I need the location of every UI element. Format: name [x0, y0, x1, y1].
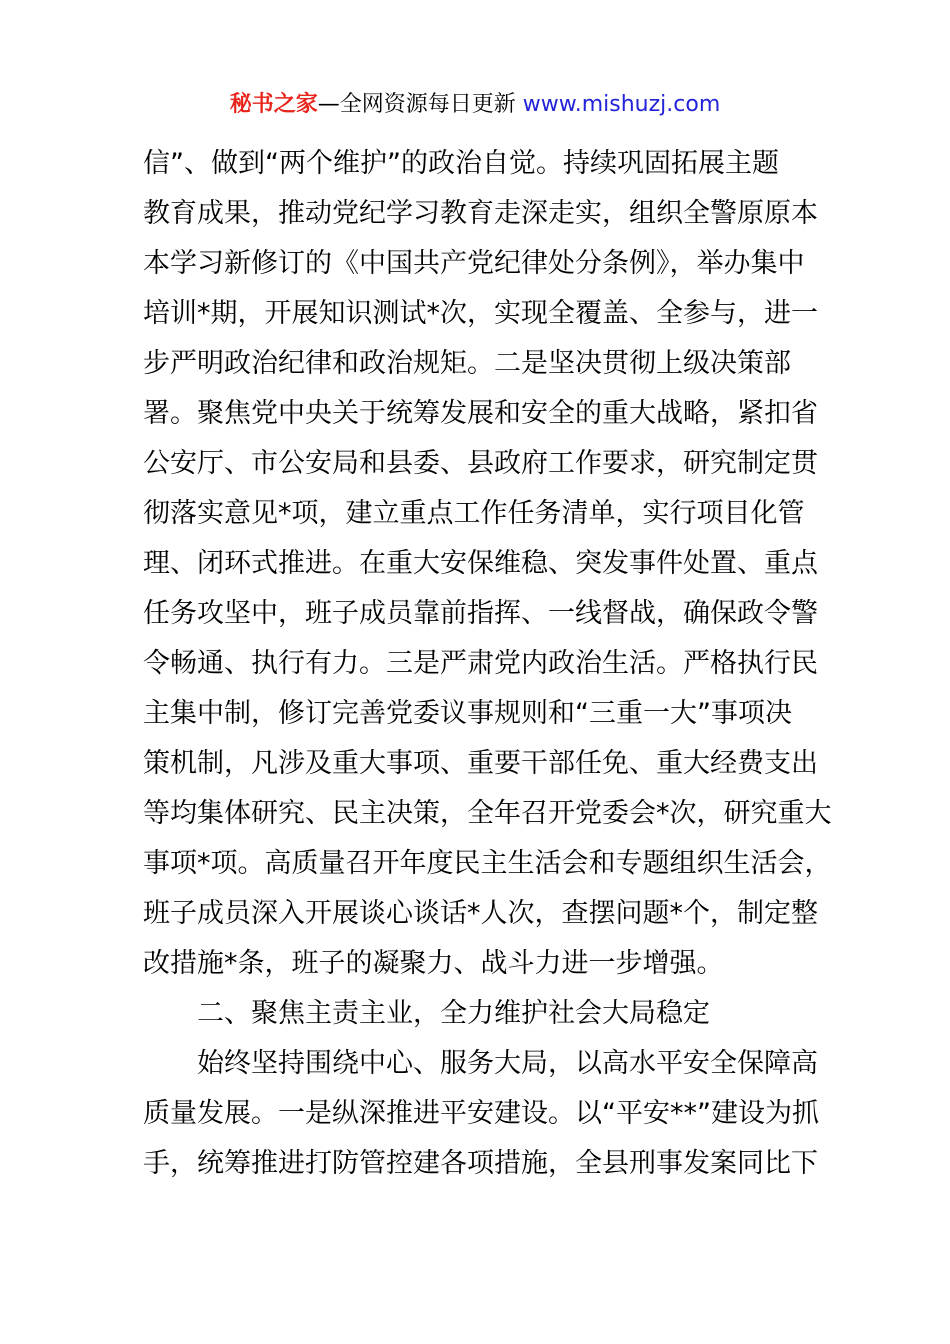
section-heading: 二、聚焦主责主业，全力维护社会大局稳定	[143, 998, 710, 1029]
body-line: 策机制，凡涉及重大事项、重要干部任免、重大经费支出	[143, 748, 818, 779]
body-line: 署。聚焦党中央关于统筹发展和安全的重大战略，紧扣省	[143, 398, 818, 429]
body-line: 令畅通、执行有力。三是严肃党内政治生活。严格执行民	[143, 648, 818, 679]
body-line: 等均集体研究、民主决策，全年召开党委会*次，研究重大	[143, 798, 832, 829]
site-url[interactable]: www.mishuzj.com	[522, 92, 721, 117]
body-line: 彻落实意见*项，建立重点工作任务清单，实行项目化管	[143, 498, 805, 529]
body-line: 改措施*条，班子的凝聚力、战斗力进一步增强。	[143, 948, 724, 979]
body-line: 教育成果，推动党纪学习教育走深走实，组织全警原原本	[143, 198, 818, 229]
body-line: 信”、做到“两个维护”的政治自觉。持续巩固拓展主题	[143, 148, 779, 179]
site-header	[0, 88, 950, 122]
body-line: 始终坚持围绕中心、服务大局，以高水平安全保障高	[143, 1048, 818, 1079]
body-line: 培训*期，开展知识测试*次，实现全覆盖、全参与，进一	[143, 298, 818, 329]
body-line: 班子成员深入开展谈心谈话*人次，查摆问题*个，制定整	[143, 898, 818, 929]
body-line: 质量发展。一是纵深推进平安建设。以“平安**”建设为抓	[143, 1098, 819, 1129]
site-tagline: —全网资源每日更新	[317, 92, 523, 117]
body-line: 主集中制，修订完善党委议事规则和“三重一大”事项决	[143, 698, 792, 729]
body-line: 手，统筹推进打防管控建各项措施，全县刑事发案同比下	[143, 1148, 818, 1179]
body-line: 公安厅、市公安局和县委、县政府工作要求，研究制定贯	[143, 448, 818, 479]
body-line: 步严明政治纪律和政治规矩。二是坚决贯彻上级决策部	[143, 348, 791, 379]
site-brand: 秘书之家	[229, 92, 318, 117]
body-line: 理、闭环式推进。在重大安保维稳、突发事件处置、重点	[143, 548, 818, 579]
body-line: 事项*项。高质量召开年度民主生活会和专题组织生活会，	[143, 848, 832, 879]
body-line: 任务攻坚中，班子成员靠前指挥、一线督战，确保政令警	[143, 598, 818, 629]
body-line: 本学习新修订的《中国共产党纪律处分条例》，举办集中	[143, 248, 805, 279]
